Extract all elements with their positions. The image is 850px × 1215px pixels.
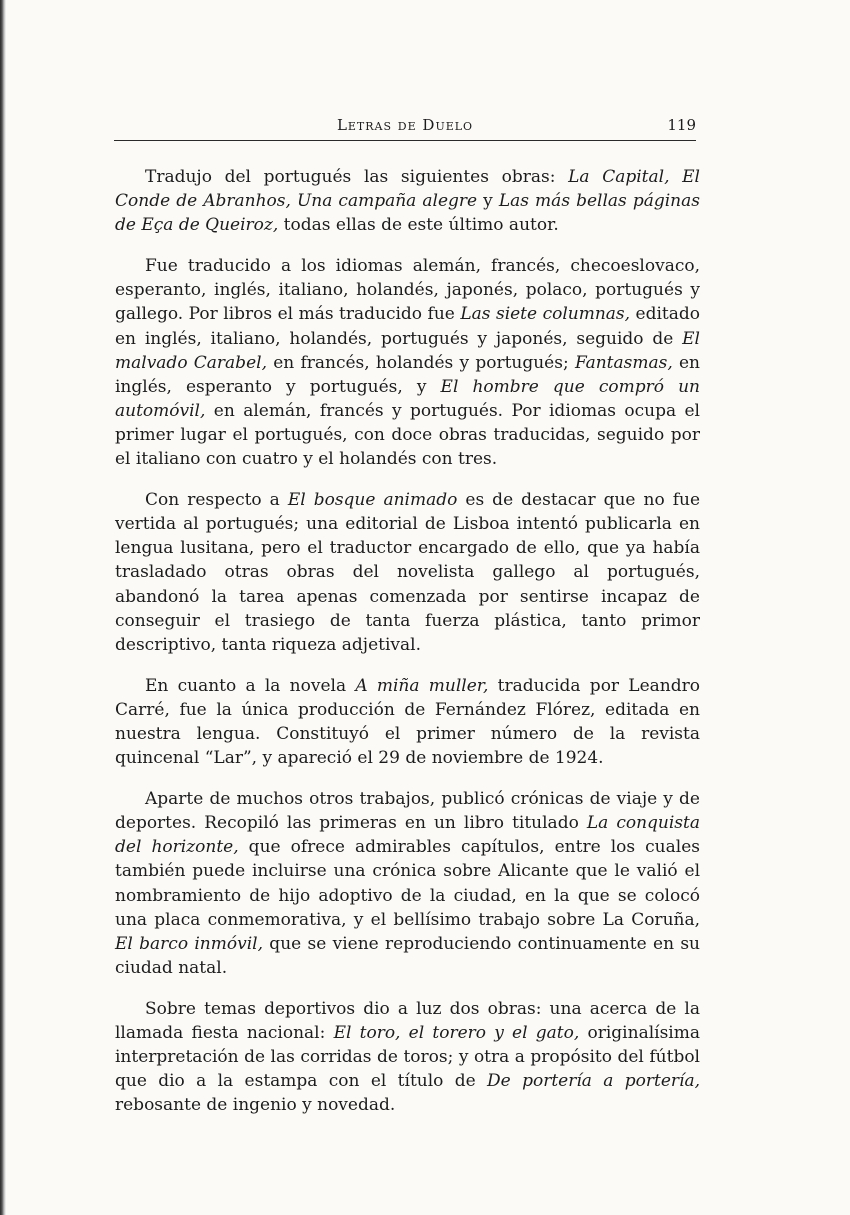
work-title: Fantasmas,	[574, 352, 673, 373]
page-number: 119	[667, 116, 696, 134]
paragraph-mina-muller	[115, 674, 700, 770]
work-title: La conquista del horizonte,	[115, 813, 700, 858]
paragraph-cronicas	[115, 787, 700, 980]
work-title: Las más bellas páginas de Eça de Queiroz,	[115, 191, 700, 236]
text-run: en francés, holandés y portugués;	[266, 352, 575, 373]
work-title: La Capital, El Conde de Abranhos, Una campaña alegre	[115, 167, 700, 212]
work-title: De portería a portería,	[487, 1071, 700, 1092]
text-run: Con respecto a	[145, 490, 288, 511]
work-title: El toro, el torero y el gato,	[333, 1023, 580, 1043]
text-run: originalísima interpretación de las corridas de toros; y otra a propósito del fútbol que dio a la estampa con el título de	[115, 1023, 700, 1092]
text-run: traducida por Leandro Carré, fue la única producción de Fernández Flórez, editada en nuestra lengua. Constituyó el primer número de la revista quincenal “Lar”, y apareció el 29 de noviembre de 1924.	[115, 675, 700, 769]
text-run: en inglés, esperanto y portugués, y	[115, 352, 700, 397]
paragraph-deportes	[115, 997, 700, 1117]
text-run: rebosante de ingenio y novedad.	[115, 1095, 396, 1116]
text-run: En cuanto a la novela	[145, 675, 356, 696]
paragraph-bosque-animado	[115, 488, 700, 657]
text-run: Sobre temas deportivos dio a luz dos obras: una acerca de la llamada fiesta nacional:	[115, 998, 700, 1043]
body-text	[115, 165, 700, 1134]
running-title: Letras de Duelo	[336, 116, 474, 134]
text-run: que se viene reproduciendo continuamente en su ciudad natal.	[115, 933, 701, 978]
work-title: A miña muller,	[355, 675, 489, 696]
text-run: que ofrece admirables capítulos, entre los cuales también puede incluirse una crónica sobre Alicante que le valió el nombramiento de hijo adoptivo de la ciudad, en la que se colocó una placa conmemorativa, y el bellísimo trabajo sobre La Coruña,	[115, 837, 700, 930]
work-title: Las siete columnas,	[460, 304, 631, 325]
text-run: Fue traducido a los idiomas alemán, francés, checoeslovaco, esperanto, inglés, italiano, holandés, japonés, polaco, portugués y gallego. Por libros el más traducido fue	[115, 256, 700, 325]
page-header	[114, 114, 696, 141]
work-title: El bosque animado	[287, 490, 458, 511]
scan-edge	[0, 0, 6, 1215]
text-run: editado en inglés, italiano, holandés, portugués y japonés, seguido de	[115, 304, 700, 349]
text-run: y	[477, 191, 499, 212]
text-run: Aparte de muchos otros trabajos, publicó crónicas de viaje y de deportes. Recopiló las primeras en un libro titulado	[115, 789, 700, 834]
text-run: todas ellas de este último autor.	[278, 215, 559, 236]
work-title: El malvado Carabel,	[115, 328, 700, 373]
text-run: en alemán, francés y portugués. Por idiomas ocupa el primer lugar el portugués, con doce obras traducidas, seguido por el italiano con cuatro y el holandés con tres.	[115, 400, 700, 470]
text-run: Tradujo del portugués las siguientes obras:	[145, 167, 569, 187]
paragraph-translations	[115, 165, 700, 237]
text-run: es de destacar que no fue vertida al portugués; una editorial de Lisboa intentó publicarla en lengua lusitana, pero el traductor encargado de ello, que ya había trasladado otras obras del novelista gallego al portugués, abandonó la tarea apenas comenzada por sentirse incapaz de conseguir el trasiego de tanta fuerza plástica, tanto primor descriptivo, tanta riqueza adjetival.	[115, 490, 701, 655]
work-title: El hombre que compró un automóvil,	[115, 376, 700, 421]
paragraph-languages	[115, 254, 700, 471]
work-title: El barco inmóvil,	[115, 933, 263, 954]
